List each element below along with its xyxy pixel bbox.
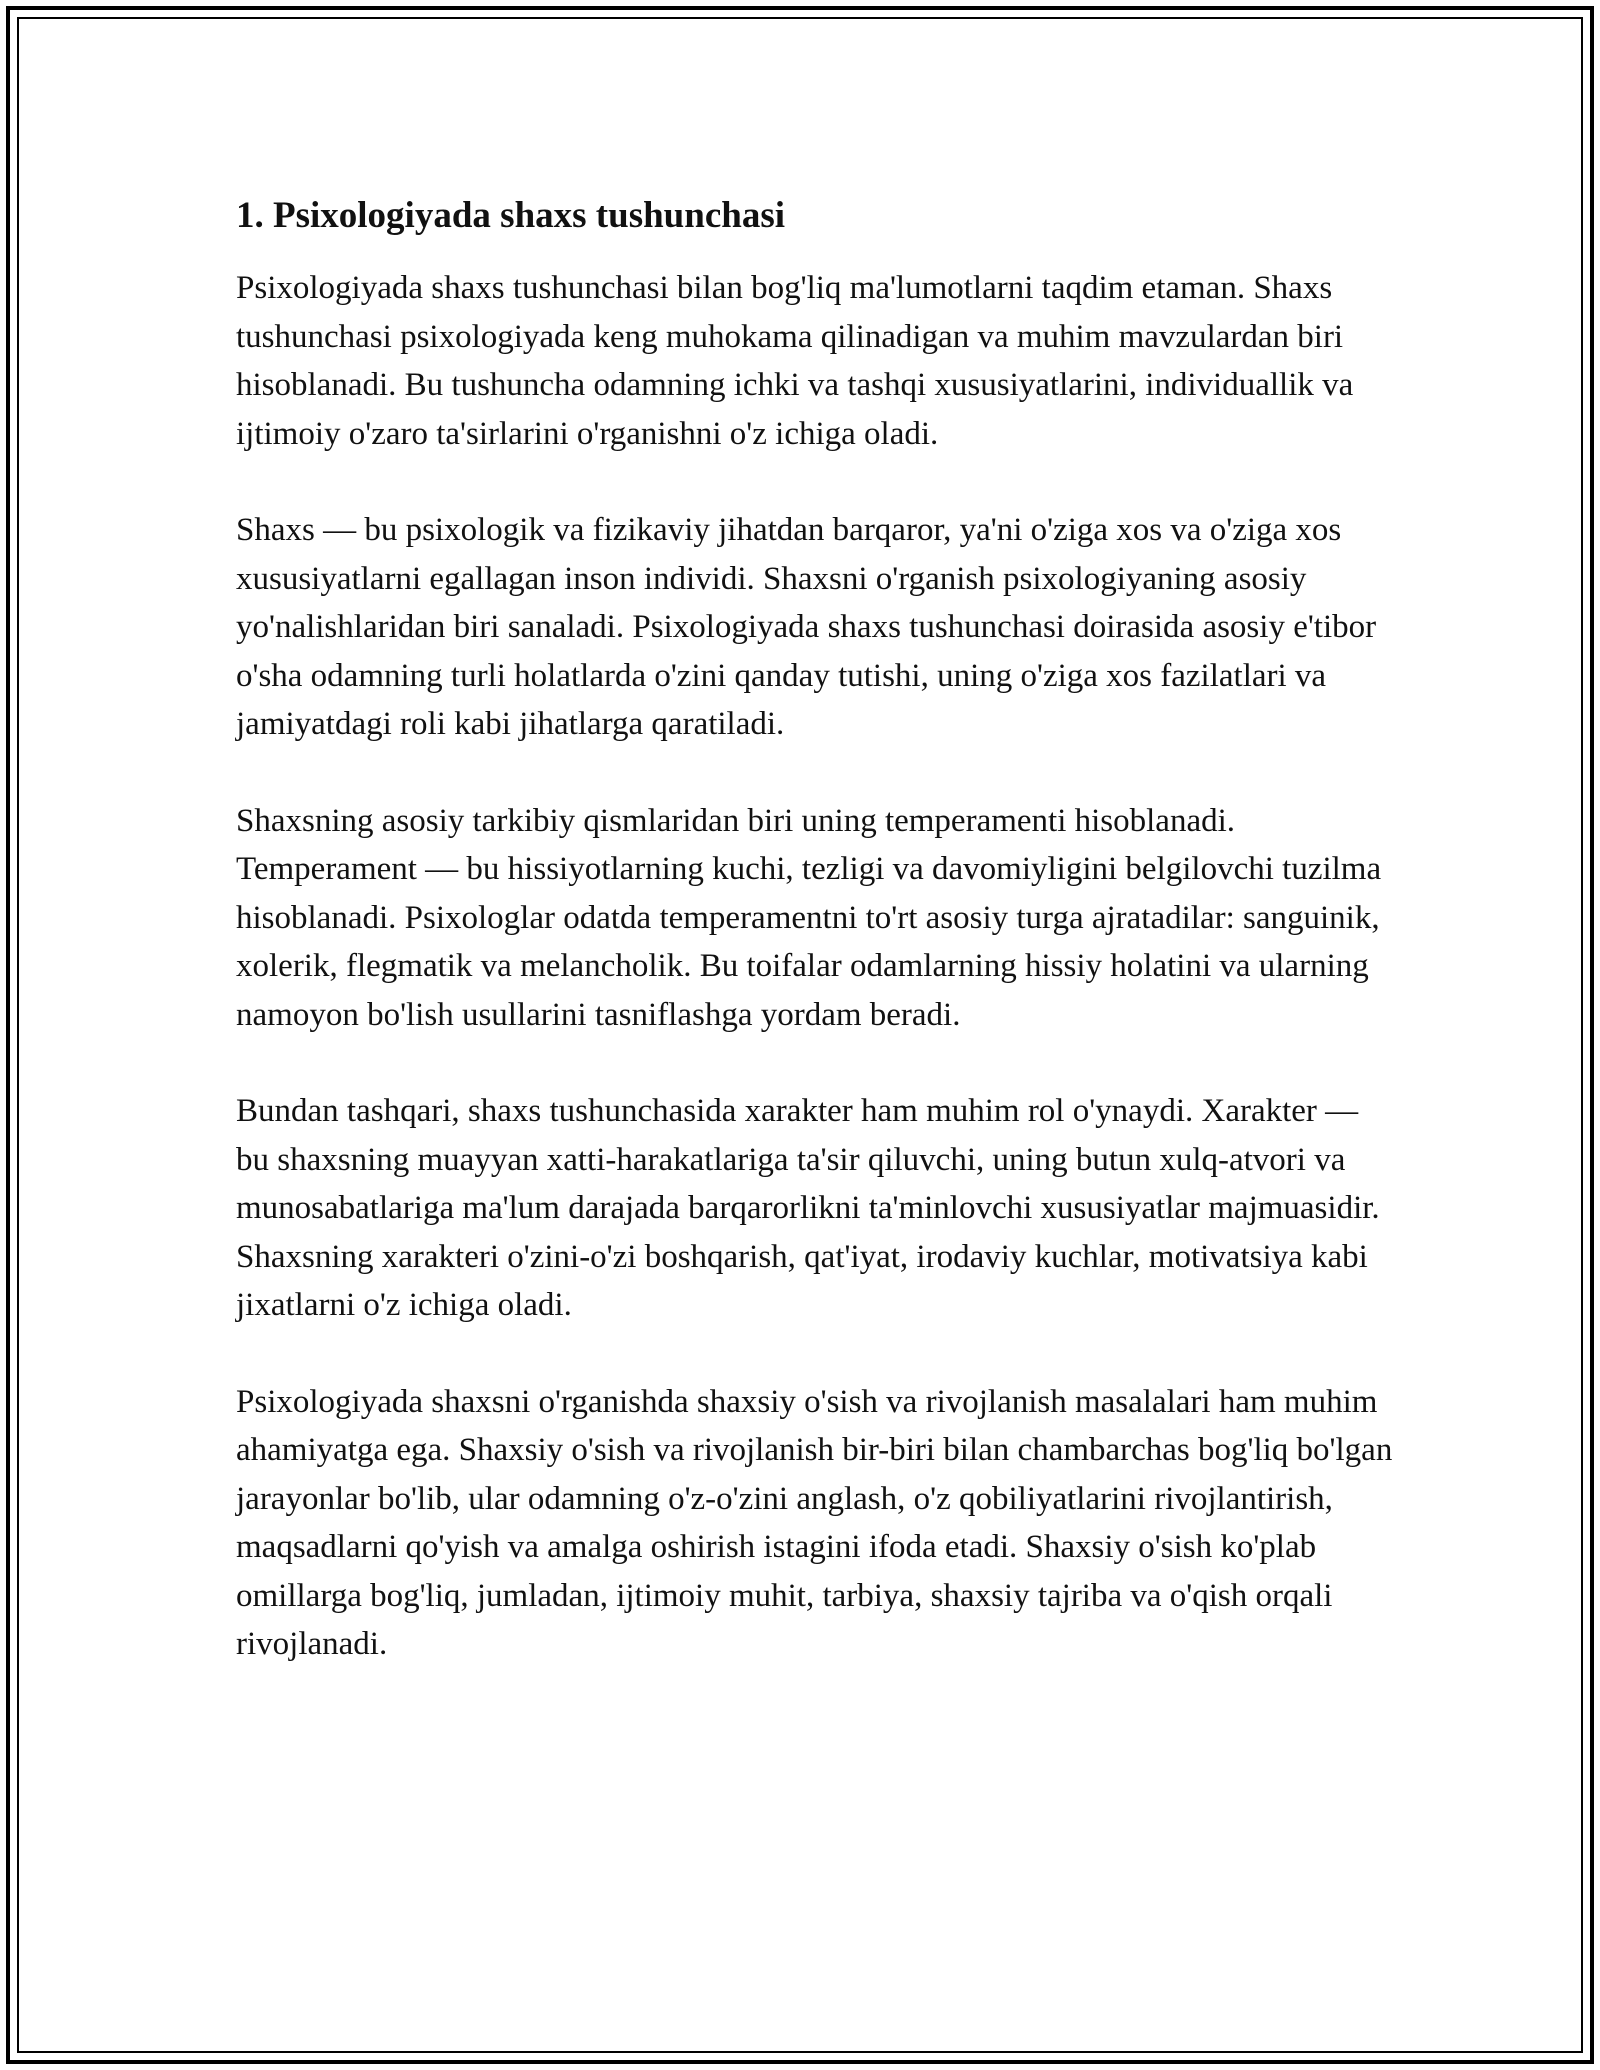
paragraph-intro: Psixologiyada shaxs tushunchasi bilan bog'liq ma'lumotlarni taqdim etaman. Shaxs tushunchasi psixologiyada keng muhokama qilinadigan va muhim mavzulardan biri hisoblanadi. Bu tushuncha odamning ichki va tashqi xususiyatlarini, individuallik va ijtimoiy o'zaro ta'sirlarini o'rganishni o'z ichiga oladi. (236, 270, 1354, 452)
paragraph-temperament: Shaxsning asosiy tarkibiy qismlaridan biri uning temperamenti hisoblanadi. Temperament — bu hissiyotlarning kuchi, tezligi va davomiyligini belgilovchi tuzilma hisoblanadi. Psixologlar odatda temperamentni to'rt asosiy turga ajratadilar: sanguinik, xolerik, flegmatik va melancholik. Bu toifalar odamlarning hissiy holatini va ularning namoyon bo'lish usullarini tasniflashga yordam beradi. (236, 802, 1382, 1033)
paragraph-shaxs-definition: Shaxs — bu psixologik va fizikaviy jihatdan barqaror, ya'ni o'ziga xos va o'ziga xos xususiyatlarni egallagan inson individi. Shaxsni o'rganish psixologiyaning asosiy yo'nalishlaridan biri sanaladi. Psixologiyada shaxs tushunchasi doirasida asosiy e'tibor o'sha odamning turli holatlarda o'zini qanday tutishi, uning o'ziga xos fazilatlari va jamiyatdagi roli kabi jihatlarga qaratiladi. (236, 512, 1377, 742)
document-title: 1. Psixologiyada shaxs tushunchasi (236, 195, 786, 236)
paragraph-shaxsiy-osish: Psixologiyada shaxsni o'rganishda shaxsiy o'sish va rivojlanish masalalari ham muhim ahamiyatga ega. Shaxsiy o'sish va rivojlanish bir-biri bilan chambarchas bog'liq bo'lgan jarayonlar bo'lib, ular odamning o'z-o'zini anglash, o'z qobiliyatlarini rivojlantirish, maqsadlarni qo'yish va amalga oshirish istagini ifoda etadi. Shaxsiy o'sish ko'plab omillarga bog'liq, jumladan, ijtimoiy muhit, tarbiya, shaxsiy tajriba va o'qish orqali rivojlanadi. (236, 1383, 1393, 1662)
document-body (236, 190, 1396, 1669)
paragraph-xarakter: Bundan tashqari, shaxs tushunchasida xarakter ham muhim rol o'ynaydi. Xarakter — bu shaxsning muayyan xatti-harakatlariga ta'sir qiluvchi, uning butun xulq-atvori va munosabatlariga ma'lum darajada barqarorlikni ta'minlovchi xususiyatlar majmuasidir. Shaxsning xarakteri o'zini-o'zi boshqarish, qat'iyat, irodaviy kuchlar, motivatsiya kabi jixatlarni o'z ichiga oladi. (236, 1093, 1380, 1323)
